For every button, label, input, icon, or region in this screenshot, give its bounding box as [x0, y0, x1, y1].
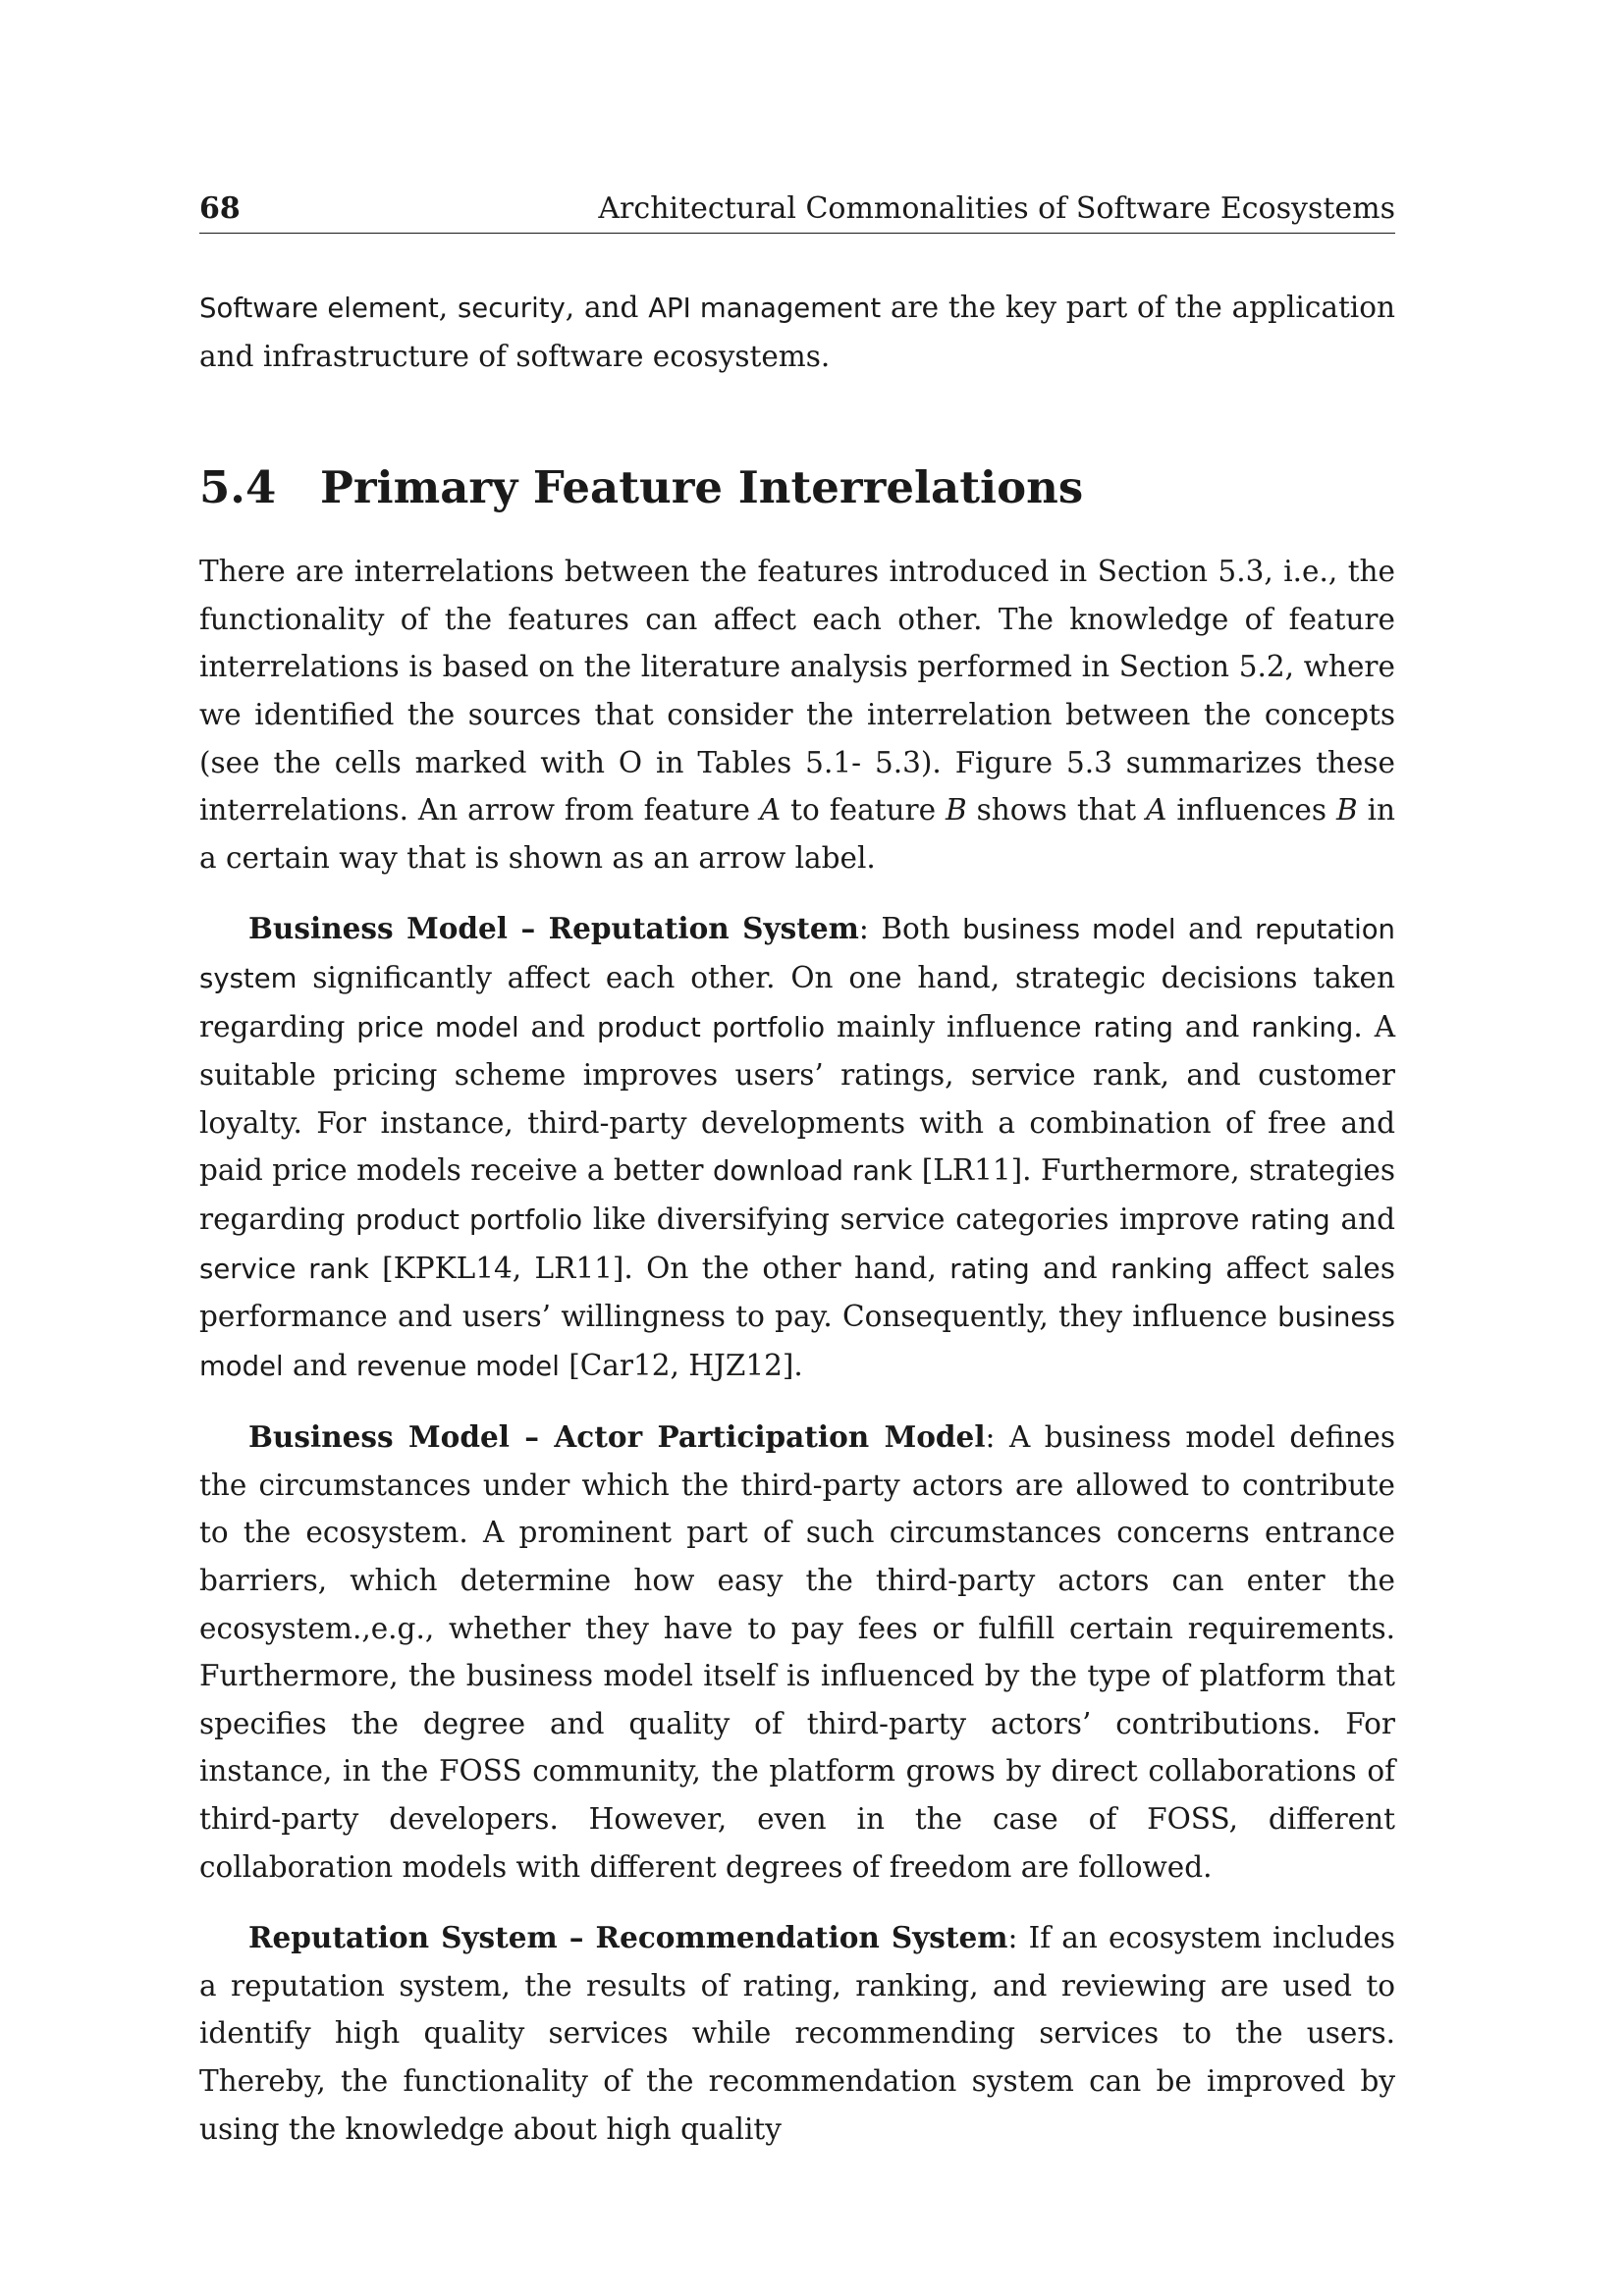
text-run: and [1175, 912, 1256, 946]
term-security: security [457, 293, 566, 324]
term: business model [962, 914, 1176, 946]
text-run: in a certain way that is shown as an arrow label. [199, 793, 1396, 875]
text-run: , [438, 291, 458, 324]
term-software-element: Software element [199, 293, 439, 324]
text-run: [KPKL14, LR11]. On the other hand, [368, 1251, 950, 1285]
text-run: and [1329, 1201, 1395, 1236]
text-run: significantly affect each other. On one hand, strategic decisions taken regarding [199, 960, 1395, 1043]
paragraph-business-reputation [199, 905, 1395, 1390]
text-run: , and [565, 291, 649, 324]
text-run: and [283, 1348, 356, 1382]
term: ranking [1110, 1253, 1214, 1285]
text-run: like diversifying service categories improve [582, 1201, 1251, 1236]
math-var: B [1335, 793, 1358, 828]
running-header [199, 191, 1395, 234]
text-run: and [1172, 1009, 1252, 1043]
page-number: 68 [199, 191, 241, 226]
paragraph-heading: Reputation System – Recommendation System [248, 1920, 1008, 1955]
math-var: B [946, 793, 967, 828]
term: price model [356, 1011, 519, 1043]
text-run: and [518, 1009, 597, 1043]
text-run: mainly influence [825, 1009, 1094, 1043]
text-run: and [1029, 1251, 1111, 1285]
text-run: : Both [858, 912, 963, 946]
paragraph-heading: Business Model – Actor Participation Model [248, 1419, 986, 1455]
text-run: . A suitable pricing scheme improves users’ ratings, service rank, and customer loyalty. For instance, third-party developments with a combination of free and paid price models receive a better [199, 1009, 1395, 1188]
paragraph-business-actor [199, 1414, 1395, 1891]
text-run: : A business model defines the circumstances under which the third-party actors are allowed to contribute to the ecosystem. A prominent part of such circumstances concerns entrance barriers, which determine how easy the third-party actors can enter the ecosystem.,e.g., whether they have to pay fees or fulfill certain requirements. Furthermore, the business model itself is influenced by the type of platform that specifies the degree and quality of third-party actors’ contributions. For instance, in the FOSS community, the platform grows by direct collaborations of third-party developers. However, even in the case of FOSS, different collaboration models with different degrees of freedom are followed. [199, 1420, 1395, 1884]
math-var: A [759, 793, 782, 828]
text-run: to feature [781, 793, 947, 828]
term: ranking [1251, 1011, 1354, 1043]
term: product portfolio [355, 1203, 583, 1236]
term: rating [1093, 1011, 1173, 1043]
text-run: influences [1166, 793, 1336, 828]
math-var: A [1146, 793, 1167, 828]
paragraph-heading: Business Model – Reputation System [248, 911, 859, 946]
term: rating [1250, 1203, 1330, 1236]
section-heading [199, 461, 1395, 514]
term: product portfolio [597, 1011, 826, 1043]
page-body [199, 191, 1395, 2153]
text-run: affect sales performance and users’ willingness to pay. Consequently, they influence [199, 1251, 1395, 1334]
text-run: [Car12, HJZ12]. [559, 1348, 803, 1382]
term: download rank [712, 1155, 913, 1188]
paragraph-reputation-recommendation [199, 1914, 1395, 2153]
term: revenue model [355, 1350, 560, 1382]
term: rating [949, 1253, 1030, 1285]
term-api-management: API management [648, 293, 882, 324]
section-title: Primary Feature Interrelations [320, 461, 1084, 514]
text-run: [LR11]. Furthermore, strategies regarding [199, 1153, 1396, 1236]
intro-paragraph [199, 284, 1395, 380]
text-run: are the key part of the application and infrastructure of software ecosystems. [199, 291, 1395, 373]
text-run: : If an ecosystem includes a reputation system, the results of rating, ranking, and reviewing are used to identify high quality services while recommending services to the users. Thereby, the functionality of the recommendation system can be improved by using the knowledge about high quality [199, 1921, 1395, 2146]
section-number: 5.4 [199, 461, 277, 514]
term: reputation system [199, 914, 1395, 994]
term: service rank [199, 1253, 369, 1285]
text-run: There are interrelations between the features introduced in Section 5.3, i.e., the functionality of the features can affect each other. The knowledge of feature interrelations is based on the literature analysis performed in Section 5.2, where we identified the sources that consider the interrelation between the concepts (see the cells marked with O in Tables 5.1- 5.3). Figure 5.3 summarizes these interrelations. An arrow from feature [199, 555, 1395, 828]
term: business model [199, 1302, 1395, 1382]
paragraph-interrelations [199, 548, 1395, 881]
text-run: shows that [966, 793, 1147, 828]
running-title: Architectural Commonalities of Software Ecosystems [598, 191, 1395, 226]
